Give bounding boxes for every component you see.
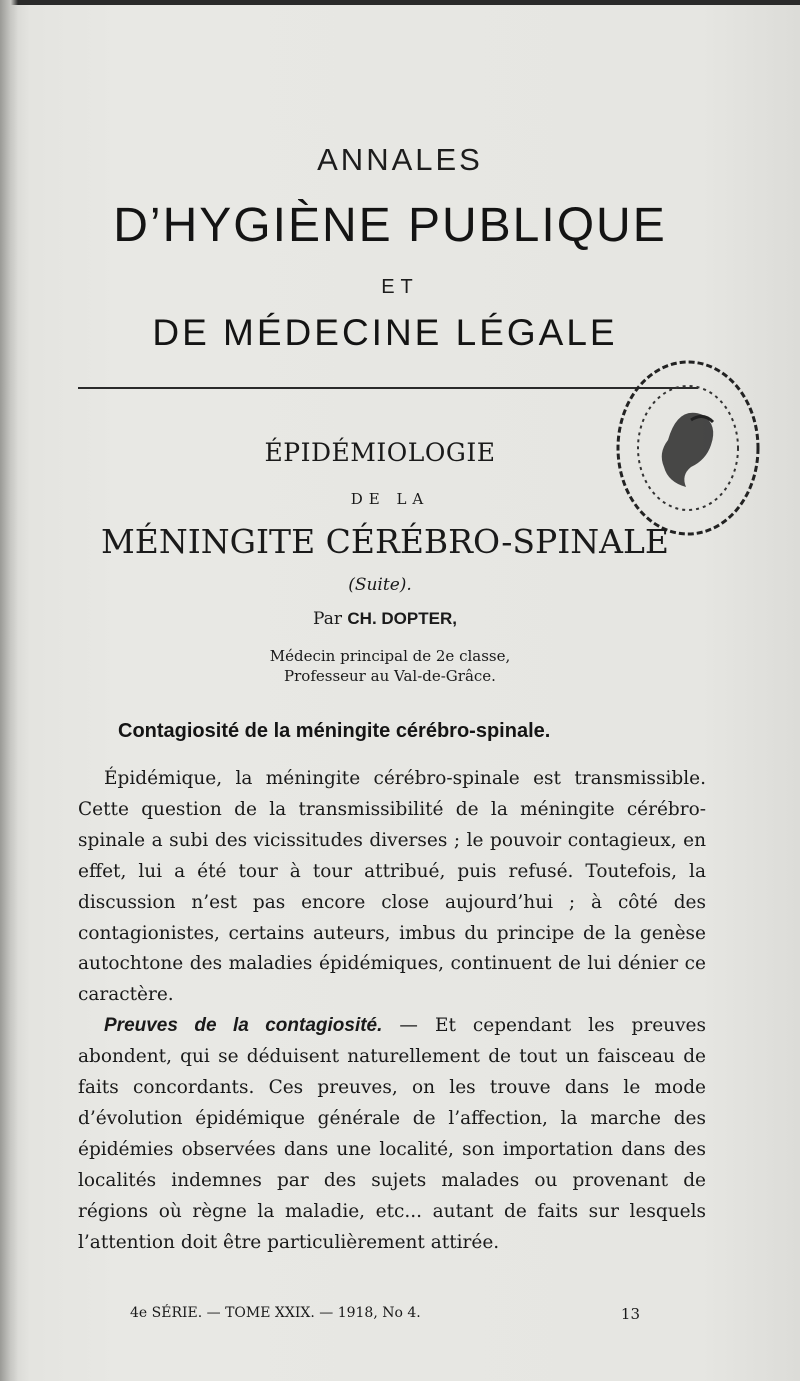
journal-title-annales: ANNALES [317,142,483,177]
paragraph-2-text: — Et cependant les preuves abondent, qui se déduisent naturellement de tout un faisceau de faits concordants. Ces preuves, on les trouve dans le mode d’évolution épidémique générale de l’affection, la marche des épidémies observées dans une localité, son importation dans des localités indemnes par des sujets malades ou provenant de régions où règne la maladie, etc... autant de faits sur lesquels l’attention doit être particulièrement attirée. [78,1015,706,1253]
page-top-edge [0,0,800,5]
title-rule [78,387,698,389]
article-byline [0,609,785,629]
paragraph-1: Épidémique, la méningite cérébro-spinale est transmissible. Cette question de la transmissibilité de la méningite cérébro-spinale a subi des vicissitudes diverses ; le pouvoir contagieux, en effet, lui a été tour à tour attribué, puis refusé. Toutefois, la discussion n’est pas encore close aujourd’hui ; à côté des contagionistes, certains auteurs, imbus du principe de la genèse autochtone des maladies épidémiques, continuent de lui dénier ce caractère. [78,768,706,1006]
page-number: 13 [620,1305,640,1323]
journal-title-et: ET [381,276,419,298]
body-text [78,764,706,1259]
article-title-epidemiologie: ÉPIDÉMIOLOGIE [264,438,496,467]
journal-title-medecine: DE MÉDECINE LÉGALE [152,312,618,353]
author-affiliation [0,646,790,686]
author-name: CH. DOPTER, [347,609,457,628]
article-suite: (Suite). [348,575,412,595]
byline-par: Par [313,609,342,629]
author-role-2: Professeur au Val-de-Grâce. [284,667,496,685]
article-title-de-la: DE LA [350,490,430,508]
paragraph-2-lead: Preuves de la contagiosité. [104,1015,383,1037]
paragraph-2 [78,1011,706,1258]
author-role-1: Médecin principal de 2e classe, [269,647,511,665]
journal-title-hygiene: D’HYGIÈNE PUBLIQUE [113,199,667,252]
article-title-meningite: MÉNINGITE CÉRÉBRO-SPINALE [101,522,669,561]
section-heading: Contagiosité de la méningite cérébro-spinale. [118,720,551,742]
footer-series: 4e SÉRIE. — TOME XXIX. — 1918, No 4. [130,1305,421,1321]
